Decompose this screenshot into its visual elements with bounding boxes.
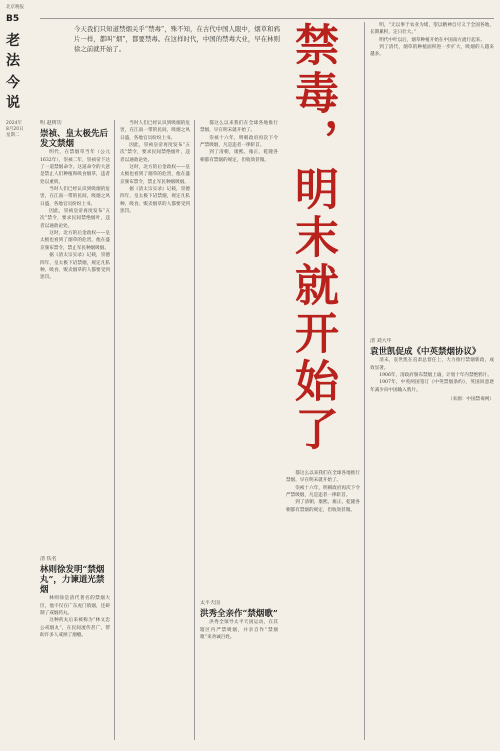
- masthead-rule: [40, 18, 494, 19]
- paragraph: 1906年，清政府颁布禁烟上谕，计划十年内禁绝鸦片。: [379, 373, 492, 379]
- author: 太平天国: [200, 600, 221, 606]
- paragraph: 清末，袁世凯在直隶总督任上，大力推行禁烟新政，成效显著。: [370, 358, 494, 371]
- section-title-2: 今说: [6, 75, 21, 111]
- column-middle-lower: [200, 600, 278, 740]
- column-left: [40, 120, 110, 550]
- masthead: [6, 4, 34, 138]
- paragraph: 这时，北方的后金政权——皇太极也看到了烟草的危害，他在盛京颁布禁令，禁止军民种烟吸烟。: [40, 231, 110, 251]
- paragraph: 明代，在禁烟草当年（公元1632年），崇祯二年，崇祯帝下达了一道禁烟命令。这道命令的大意是禁止人们种植和吸食烟草，违者处以重刑。: [40, 150, 110, 185]
- paragraph: 到了清朝，康熙、雍正、乾隆各朝都有禁烟的规定，但收效甚微。: [200, 150, 278, 163]
- column-left-lower: [40, 556, 110, 746]
- section-heading: 袁世凯促成《中英禁烟协议》: [370, 347, 481, 358]
- paragraph: 洪秀全领导太平天国运动，在其辖区内严禁吸烟，并亲自作“禁烟歌”来劝诫百姓。: [200, 620, 278, 641]
- column-divider: [194, 120, 195, 740]
- date-line: 2024年: [6, 121, 22, 126]
- headline: [286, 22, 338, 462]
- paragraph: 都这么以来我们在全球各地推行禁烟，早在明末就开始了。: [200, 121, 278, 134]
- source-credit: （来源：中国禁毒网）: [448, 397, 494, 403]
- paragraph: 因此，崇祯皇帝再度发布“五次”禁令，要求民间禁绝烟叶，违者以通敌论处。: [40, 209, 110, 229]
- author: 清 刘大年: [370, 338, 392, 344]
- column-divider: [364, 22, 365, 740]
- column-left-2: [120, 120, 190, 740]
- paper-name: 北京晚报: [6, 5, 24, 10]
- paragraph: 崇祯十六年，明朝政府再次下令严禁吸烟，凡是违者一律斩首。: [200, 135, 278, 149]
- lead-text: 今天我们只知道禁烟关乎“禁毒”，殊不知，在古代中国人眼中，烟草和鸦片一样，都叫“烟”，都要禁毒。在这样时代，中国的禁毒大业，早在林则徐之前就开始了。: [74, 25, 280, 53]
- section-heading: 崇祯、皇太极先后发文禁烟: [40, 129, 109, 150]
- paragraph: 1907年，中英两国签订《中英禁烟条约》，英国同意逐年减少向中国输入鸦片。: [370, 380, 494, 393]
- section-heading: 林则徐发明“禁烟丸”，力谏道光禁烟: [40, 565, 105, 596]
- paragraph: 这种药丸后来被称为“林文忠公戒烟丸”，在民间流传甚广，帮助许多人戒掉了烟瘾。: [40, 618, 110, 639]
- paragraph: 明代中叶以后，烟草种植开始在中国南方流行起来。: [379, 37, 485, 43]
- paragraph: 这时，北方的后金政权——皇太极也看到了烟草的危害，他在盛京颁布禁令，禁止军民种烟吸烟。: [120, 165, 190, 185]
- paragraph: 到了清朝，康熙、雍正、乾隆各朝都有禁烟的规定，但收效甚微。: [286, 500, 360, 513]
- paragraph: 林则徐是清代著名的禁烟大臣，他不仅在广东虎门销烟，还研制了戒烟药丸。: [40, 596, 110, 617]
- date-line-2: 8月20日: [6, 127, 24, 132]
- paragraph: 都这么以来我们在全球各地推行禁烟，早在明末就开始了。: [286, 471, 360, 484]
- paragraph: 到了清代，烟草的种植面积进一步扩大，吸烟的人越来越多。: [370, 45, 494, 58]
- column-right-lower: [370, 338, 494, 740]
- column-right: [370, 22, 494, 332]
- paragraph: 当时人们已经认识到吸烟的危害，在江南一带的民间，吸烟之风日盛，各地官员纷纷上书。: [40, 187, 110, 207]
- paragraph: 据《清太宗实录》记载，崇德四年，皇太极下诏禁烟，规定凡私种、吸食、贩卖烟草的人都要受到惩罚。: [40, 253, 110, 281]
- paragraph: 当时人们已经认识到吸烟的危害，在江南一带的民间，吸烟之风日盛，各地官员纷纷上书。: [120, 121, 190, 141]
- paragraph: 崇祯十六年，明朝政府再次下令严禁吸烟，凡是违者一律斩首。: [286, 485, 360, 499]
- section-heading: 洪秀全亲作“禁烟歌”: [200, 609, 278, 620]
- column-middle-2: [286, 470, 360, 740]
- paragraph: 明，“无以事于农业为堵，望以精神自尽义于全国各地，长期累积，定日壮大。”: [370, 23, 494, 36]
- lead-paragraph: [74, 24, 280, 54]
- author: 明 赵树功: [40, 120, 62, 126]
- section-title-1: 老法: [6, 33, 21, 69]
- paragraph: 据《清太宗实录》记载，崇德四年，皇太极下诏禁烟，规定凡私种、吸食、贩卖烟草的人都要受到惩罚。: [120, 187, 190, 215]
- weekday: 星期二: [6, 133, 20, 138]
- author: 清 佚名: [40, 556, 57, 562]
- headline-text: 禁毒，明末就开始了: [287, 22, 338, 454]
- paragraph: 因此，崇祯皇帝再度发布“五次”禁令，要求民间禁绝烟叶，违者以通敌论处。: [120, 143, 190, 163]
- page-number: B5: [6, 14, 20, 24]
- column-divider: [114, 120, 115, 740]
